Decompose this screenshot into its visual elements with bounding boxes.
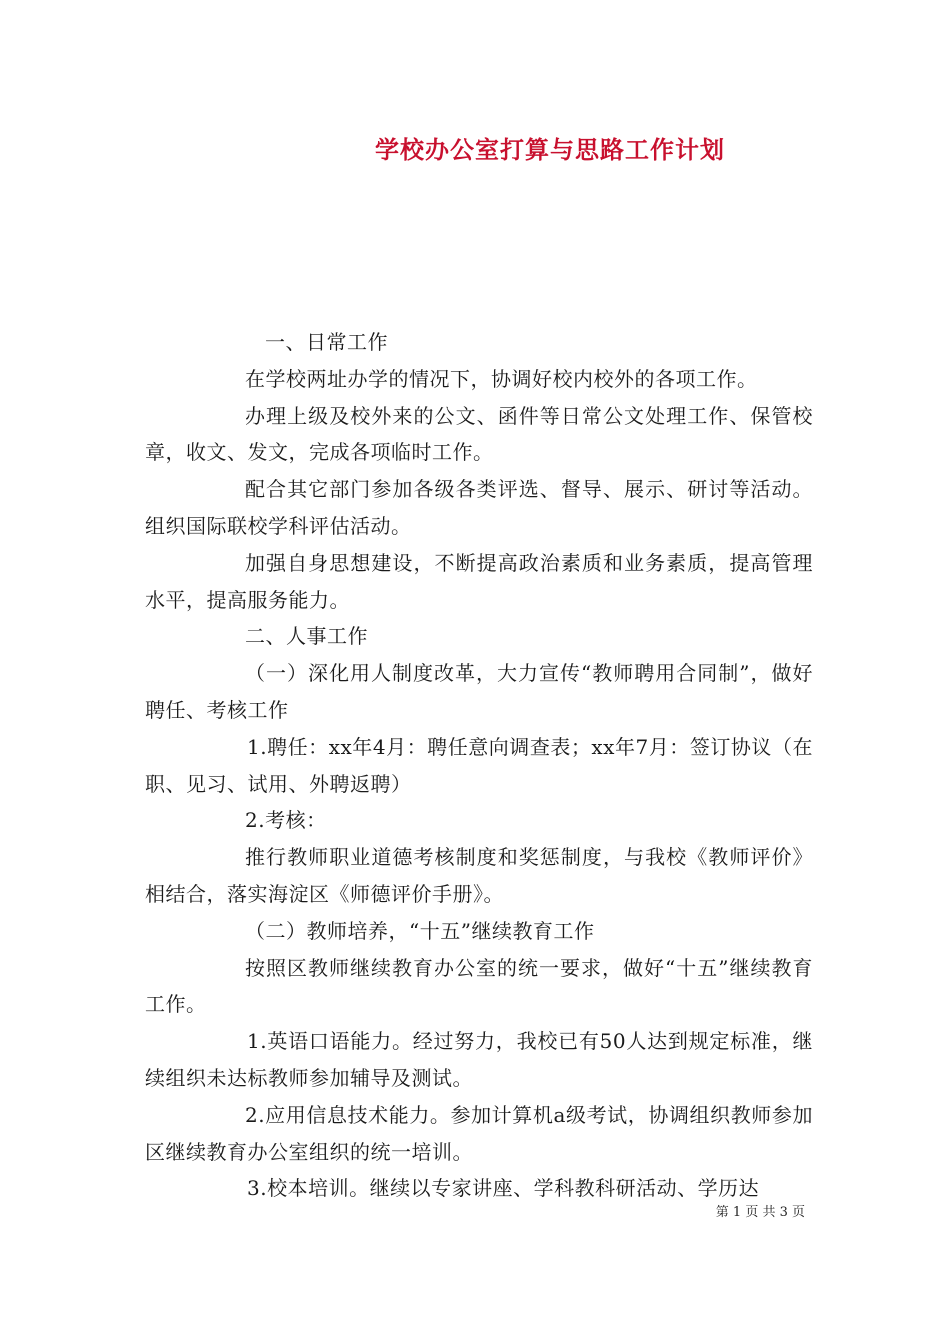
- paragraph: 办理上级及校外来的公文、函件等日常公文处理工作、保管校章，收文、发文，完成各项临时工作。: [145, 403, 813, 465]
- numbered-item: 2.应用信息技术能力。参加计算机a级考试，协调组织教师参加区继续教育办公室组织的统一培训。: [145, 1102, 813, 1164]
- page-number-footer: 第 1 页 共 3 页: [715, 1205, 805, 1220]
- subsection-heading: （二）教师培养，“十五”继续教育工作: [245, 918, 595, 943]
- subsection-heading: （一）深化用人制度改革，大力宣传“教师聘用合同制”，做好聘任、考核工作: [145, 661, 813, 722]
- numbered-item: 1.聘任：xx年4月：聘任意向调查表；xx年7月：签订协议（在职、见习、试用、外聘返聘）: [145, 734, 813, 796]
- paragraph: 配合其它部门参加各级各类评选、督导、展示、研讨等活动。组织国际联校学科评估活动。: [145, 477, 813, 538]
- section-heading-personnel: 二、人事工作: [245, 624, 368, 649]
- document-body: [145, 324, 813, 1207]
- numbered-item: 1.英语口语能力。经过努力，我校已有50人达到规定标准，继续组织未达标教师参加辅导及测试。: [145, 1029, 813, 1090]
- paragraph: 在学校两址办学的情况下，协调好校内校外的各项工作。: [245, 366, 758, 391]
- numbered-item: 2.考核：: [245, 808, 327, 833]
- paragraph: 按照区教师继续教育办公室的统一要求，做好“十五”继续教育工作。: [145, 955, 813, 1017]
- paragraph: 推行教师职业道德考核制度和奖惩制度，与我校《教师评价》相结合，落实海淀区《师德评价手册》。: [145, 845, 813, 906]
- section-heading-routine: 一、日常工作: [265, 330, 388, 354]
- numbered-item: 3.校本培训。继续以专家讲座、学科教科研活动、学历达: [247, 1176, 760, 1201]
- document-title: 学校办公室打算与思路工作计划: [375, 135, 725, 164]
- paragraph: 加强自身思想建设，不断提高政治素质和业务素质，提高管理水平，提高服务能力。: [145, 550, 813, 612]
